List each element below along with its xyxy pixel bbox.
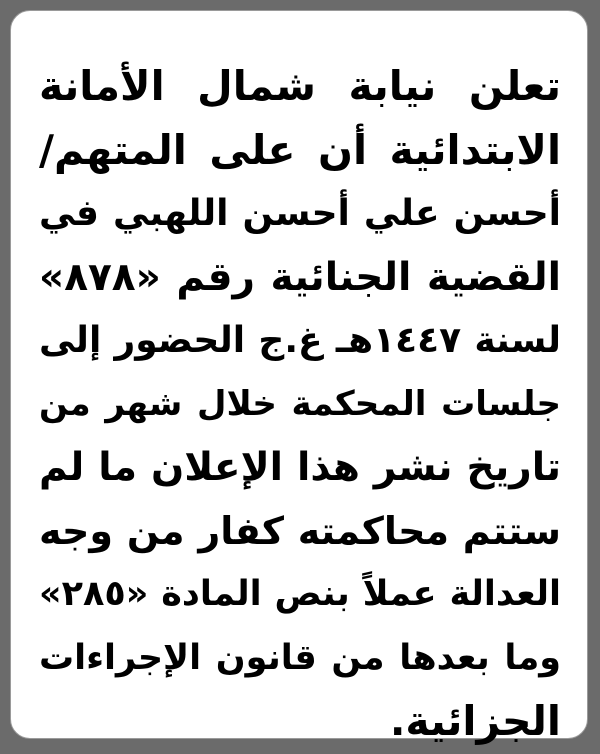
notice-line: أحسن علي أحسن اللهبي في: [39, 193, 561, 234]
notice-line: وما بعدها من قانون الإجراءات: [39, 637, 561, 678]
notice-line: تاريخ نشر هذا الإعلان ما لم: [39, 445, 561, 490]
notice-line: ستتم محاكمته كفار من وجه: [39, 508, 561, 553]
notice-line: الجزائية.: [389, 697, 561, 745]
notice-text: [39, 55, 561, 754]
notice-card: [10, 10, 588, 745]
notice-line: القضية الجنائية رقم «٨٧٨»: [39, 254, 561, 300]
notice-line: لسنة ١٤٤٧هـ غ.ج الحضور إلى: [39, 320, 561, 361]
notice-line: جلسات المحكمة خلال شهر من: [39, 383, 561, 424]
notice-line: العدالة عملاً بنص المادة «٢٨٥»: [39, 574, 561, 614]
notice-line: تعلن نيابة شمال الأمانة: [39, 62, 561, 110]
notice-line: الابتدائية أن على المتهم/: [39, 125, 561, 174]
